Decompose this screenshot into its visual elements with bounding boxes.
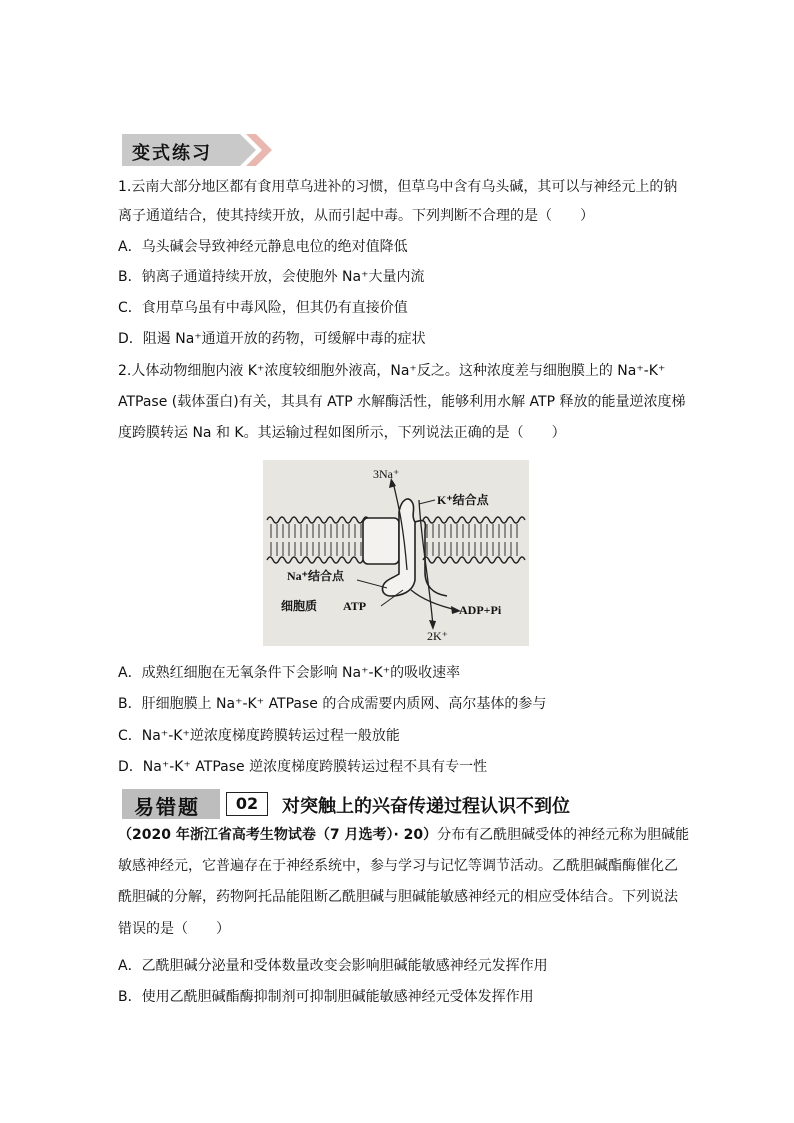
section-banner-variant-practice [122,132,272,168]
q1-stem-line-1: 1.云南大部分地区都有食用草乌进补的习惯，但草乌中含有乌头碱，其可以与神经元上的钠 [118,179,678,195]
lipid-bilayer-left [267,517,375,563]
section-banner-error-prone [122,789,682,819]
protein-block [363,518,399,564]
q3-stem-line-3: 酰胆碱的分解，药物阿托品能阻断乙酰胆碱与胆碱能敏感神经元的相应受体结合。下列说法 [118,889,678,905]
label-3na: 3Na⁺ [373,467,400,481]
carrier-protein-right [415,520,447,596]
section-heading: 对突触上的兴奋传递过程认识不到位 [282,796,570,817]
q3-option-b: B．使用乙酰胆碱酯酶抑制剂可抑制胆碱能敏感神经元受体发挥作用 [118,989,534,1005]
q2-option-c: C．Na⁺-K⁺逆浓度梯度跨膜转运过程一般放能 [118,728,400,744]
label-adp-pi: ADP+Pi [459,603,502,617]
label-2k: 2K⁺ [427,629,448,643]
q3-stem-line-2: 敏感神经元，它普遍存在于神经系统中，参与学习与记忆等调节活动。乙酰胆碱酯酶催化乙 [118,858,678,874]
q3-source: （2020 年浙江省高考生物试卷（7 月选考）· 20） [118,827,438,843]
q1-option-c: C．食用草乌虽有中毒风险，但其仍有直接价值 [118,300,408,316]
q1-stem-line-2: 离子通道结合，使其持续开放，从而引起中毒。下列判断不合理的是（ ） [118,208,594,224]
q2-option-d: D．Na⁺-K⁺ ATPase 逆浓度梯度跨膜转运过程不具有专一性 [118,759,488,775]
q3-option-a: A．乙酰胆碱分泌量和受体数量改变会影响胆碱能敏感神经元发挥作用 [118,958,548,974]
section-number: 02 [226,792,268,816]
q3-stem-line-4: 错误的是（ ） [118,921,230,937]
label-cytoplasm: 细胞质 [281,599,318,613]
k-site-pointer [419,500,435,504]
label-k-site: K⁺结合点 [437,493,489,507]
section-label-box [122,789,220,819]
q2-option-a: A．成熟红细胞在无氧条件下会影响 Na⁺-K⁺的吸收速率 [118,665,461,681]
section-label: 易错题 [134,795,200,819]
section-title: 变式练习 [132,143,212,164]
lipid-bilayer-right [423,517,525,563]
q2-stem-line-1: 2.人体动物细胞内液 K⁺浓度较细胞外液高，Na⁺反之。这种浓度差与细胞膜上的 Na⁺-K⁺ [118,363,666,379]
na-k-atpase-figure [263,460,529,646]
adp-path [411,590,457,610]
q2-stem-line-2: ATPase (载体蛋白)有关，其具有 ATP 水解酶活性，能够利用水解 ATP 释放的能量逆浓度梯 [118,394,686,410]
label-atp: ATP [343,599,367,613]
q1-option-b: B．钠离子通道持续开放，会使胞外 Na⁺大量内流 [118,269,425,285]
q2-stem-line-3: 度跨膜转运 Na 和 K。其运输过程如图所示，下列说法正确的是（ ） [118,425,566,441]
label-na-site: Na⁺结合点 [287,569,345,583]
q3-stem-first: 分布有乙酰胆碱受体的神经元称为胆碱能 [437,827,690,843]
lipid-tails-left [271,524,361,556]
na-site-pointer [357,580,387,588]
membrane-diagram [263,460,529,646]
q2-option-b: B．肝细胞膜上 Na⁺-K⁺ ATPase 的合成需要内质网、高尔基体的参与 [118,696,547,712]
q1-option-d: D．阻遏 Na⁺通道开放的药物，可缓解中毒的症状 [118,331,426,347]
q3-stem-line-1 [118,826,689,844]
q1-option-a: A．乌头碱会导致神经元静息电位的绝对值降低 [118,239,408,255]
lipid-tails-right [427,524,517,556]
